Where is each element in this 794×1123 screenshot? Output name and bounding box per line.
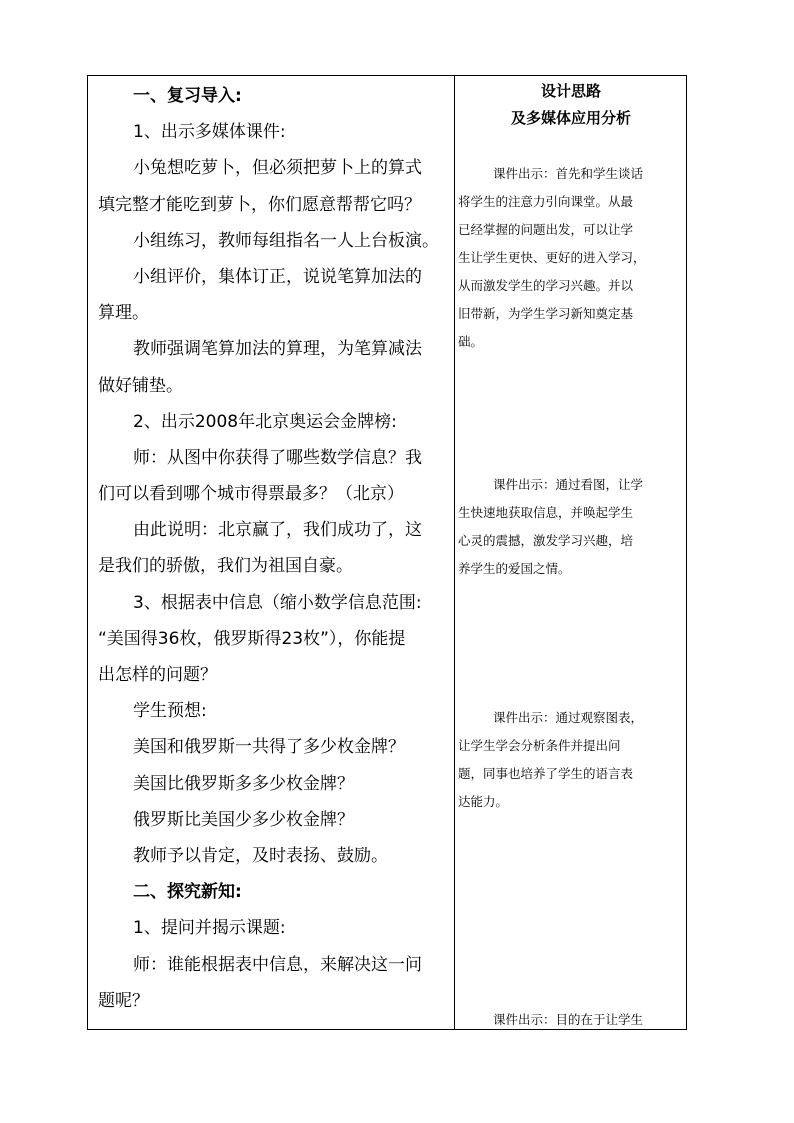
paragraph-line: 教师予以肯定，及时表扬、鼓励。 <box>133 845 388 866</box>
note-line: 础。 <box>458 334 484 349</box>
paragraph-line: 填完整才能吃到萝卜，你们愿意帮帮它吗？ <box>98 194 421 215</box>
teaching-process-column <box>98 78 450 1019</box>
paragraph-line: 小组评价，集体订正，说说笔算加法的 <box>133 266 422 287</box>
design-notes-subheading: 及多媒体应用分析 <box>510 109 631 127</box>
note-line: 让学生学会分析条件并提出问 <box>458 738 621 753</box>
question-line: 美国和俄罗斯一共得了多少枚金牌？ <box>133 737 405 758</box>
note-block-1 <box>458 160 684 356</box>
paragraph-line: 师：从图中你获得了哪些数学信息？我 <box>133 447 422 468</box>
note-line: 课件出示：通过看图，让学 <box>493 477 644 492</box>
column-divider <box>454 75 455 1030</box>
note-line: 生让学生更快、更好的进入学习， <box>458 250 646 265</box>
note-block-2 <box>458 471 684 583</box>
step-heading: 1、提问并揭示课题: <box>133 918 286 939</box>
step-heading: 1、出示多媒体课件: <box>133 122 286 143</box>
note-block-3 <box>458 704 684 816</box>
note-line: 课件出示：目的在于让学生 <box>493 1012 644 1027</box>
note-line: 达能力。 <box>458 794 509 809</box>
design-notes-heading: 设计思路 <box>540 82 601 100</box>
section-heading-explore: 二、探究新知: <box>133 882 242 903</box>
paragraph-line: 是我们的骄傲，我们为祖国自豪。 <box>98 556 353 577</box>
note-line: 已经掌握的问题出发，可以让学 <box>458 222 634 237</box>
paragraph-line: 小组练习，教师每组指名一人上台板演。 <box>133 230 439 251</box>
step-heading: 3、根据表中信息（缩小数学信息范围: <box>133 592 422 613</box>
paragraph-line: 教师强调笔算加法的算理，为笔算减法 <box>133 339 422 360</box>
step-heading: 2、出示2008年北京奥运会金牌榜: <box>133 411 397 432</box>
paragraph-line: 师：谁能根据表中信息，来解决这一问 <box>133 954 422 975</box>
note-line: 生快速地获取信息，并唤起学生 <box>458 505 634 520</box>
note-line: 将学生的注意力引向课堂。从最 <box>458 194 634 209</box>
note-line: 养学生的爱国之情。 <box>458 561 571 576</box>
note-block-4 <box>458 1006 684 1034</box>
paragraph-line: 小兔想吃萝卜，但必须把萝卜上的算式 <box>133 158 422 179</box>
section-heading-review: 一、复习导入: <box>133 86 242 106</box>
paragraph-line: 们可以看到哪个城市得票最多？（北京） <box>98 484 404 505</box>
note-line: 课件出示：通过观察图表， <box>493 710 644 725</box>
note-line: 心灵的震撼，激发学习兴趣，培 <box>458 533 634 548</box>
paragraph-line: 出怎样的问题？ <box>98 665 217 685</box>
paragraph-line: 算理。 <box>98 303 149 324</box>
note-line: 从而激发学生的学习兴趣。并以 <box>458 278 634 293</box>
note-line: 旧带新，为学生学习新知奠定基 <box>458 306 634 321</box>
note-line: 题，同事也培养了学生的语言表 <box>458 766 634 781</box>
paragraph-line: “美国得36枚，俄罗斯得23枚”），你能提 <box>98 628 406 649</box>
question-line: 俄罗斯比美国少多少枚金牌？ <box>133 809 354 830</box>
paragraph-line: 由此说明：北京赢了，我们成功了，这 <box>133 520 422 541</box>
question-line: 美国比俄罗斯多多少枚金牌？ <box>133 773 354 794</box>
paragraph-line: 做好铺垫。 <box>98 375 183 396</box>
design-notes-column <box>458 78 684 1027</box>
paragraph-line: 题呢？ <box>98 990 149 1011</box>
note-line: 课件出示：首先和学生谈话 <box>493 166 644 181</box>
paragraph-line: 学生预想: <box>133 701 207 722</box>
